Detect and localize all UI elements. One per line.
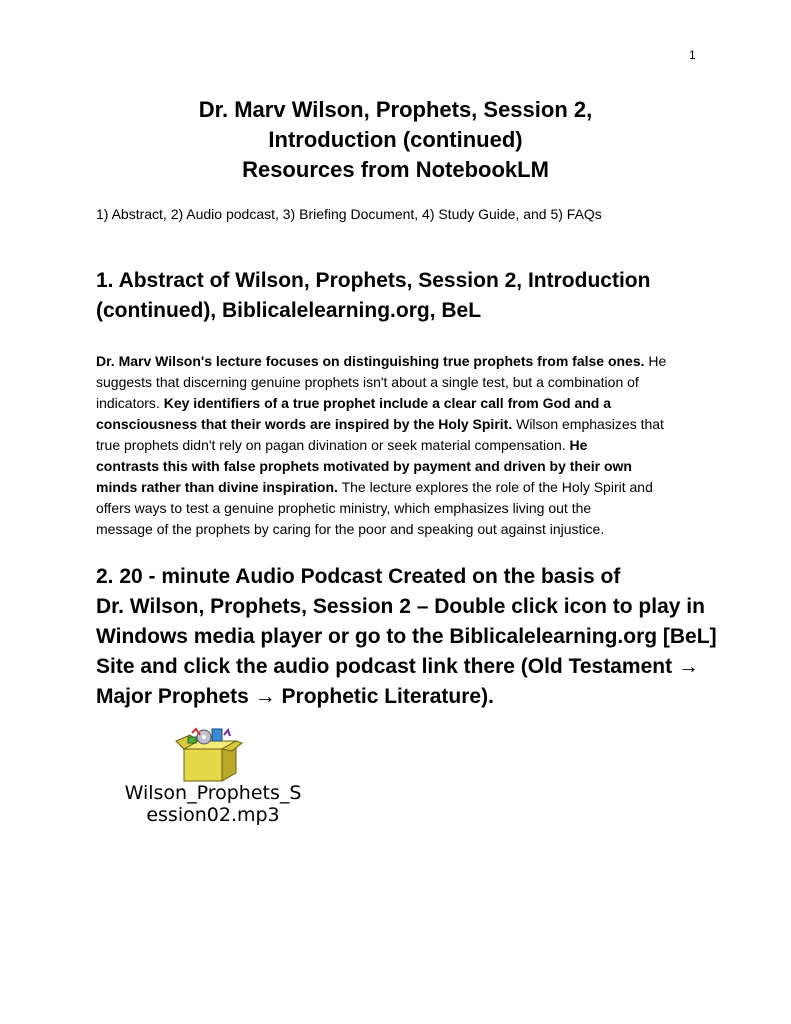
- podcast-heading-line-2: Dr. Wilson, Prophets, Session 2 – Double click icon to play in: [96, 595, 705, 618]
- abstract-text-3: indicators.: [96, 395, 164, 411]
- audio-file-label-line-2: ession02.mp3: [146, 804, 280, 826]
- audio-file-label[interactable]: [88, 782, 338, 826]
- abstract-bold-3: Key identifiers of a true prophet include a clear call from God and a: [163, 395, 612, 411]
- abstract-heading-line-2: (continued), Biblicalelearning.org, BeL: [96, 299, 482, 322]
- podcast-heading-line-5a: Major Prophets: [96, 685, 255, 708]
- abstract-text-1: He: [644, 353, 667, 369]
- abstract-bold-7: minds rather than divine inspiration.: [96, 479, 338, 495]
- abstract-text-2: suggests that discerning genuine prophets isn't about a single test, but a combination of: [96, 374, 639, 390]
- audio-package-icon[interactable]: [174, 727, 244, 783]
- podcast-heading-line-5b: Prophetic Literature).: [275, 685, 494, 708]
- audio-file-label-line-1: Wilson_Prophets_S: [124, 782, 302, 804]
- page-number: 1: [689, 48, 696, 62]
- abstract-bold-4: consciousness that their words are inspired by the Holy Spirit.: [96, 416, 513, 432]
- podcast-heading-line-4: Site and click the audio podcast link there (Old Testament: [96, 655, 678, 678]
- podcast-heading-line-3: Windows media player or go to the Biblicalelearning.org [BeL]: [96, 625, 717, 648]
- abstract-bold-1: Dr. Marv Wilson's lecture focuses on distinguishing true prophets from false ones.: [96, 353, 645, 369]
- title-line-1: Dr. Marv Wilson, Prophets, Session 2,: [198, 97, 593, 122]
- abstract-bold-6: contrasts this with false prophets motivated by payment and driven by their own: [96, 458, 632, 474]
- arrow-right-icon: →: [254, 685, 276, 708]
- document-title: [0, 95, 791, 185]
- title-line-3: Resources from NotebookLM: [242, 157, 549, 182]
- podcast-heading-line-1: 2. 20 - minute Audio Podcast Created on the basis of: [96, 565, 621, 588]
- abstract-bold-5: He: [569, 437, 588, 453]
- arrow-right-icon: →: [677, 655, 699, 678]
- podcast-heading: [96, 562, 717, 712]
- title-line-2: Introduction (continued): [268, 127, 523, 152]
- abstract-text-9: message of the prophets by caring for the poor and speaking out against injustice.: [96, 521, 605, 537]
- abstract-paragraph: [96, 351, 708, 540]
- abstract-text-5: true prophets didn't rely on pagan divination or seek material compensation.: [96, 437, 570, 453]
- abstract-heading-line-1: 1. Abstract of Wilson, Prophets, Session 2, Introduction: [96, 269, 651, 292]
- resources-list: 1) Abstract, 2) Audio podcast, 3) Briefing Document, 4) Study Guide, and 5) FAQs: [96, 206, 602, 222]
- abstract-heading: [96, 266, 650, 326]
- abstract-text-7: The lecture explores the role of the Holy Spirit and: [337, 479, 653, 495]
- abstract-text-8: offers ways to test a genuine prophetic ministry, which emphasizes living out the: [96, 500, 592, 516]
- abstract-text-4: Wilson emphasizes that: [512, 416, 664, 432]
